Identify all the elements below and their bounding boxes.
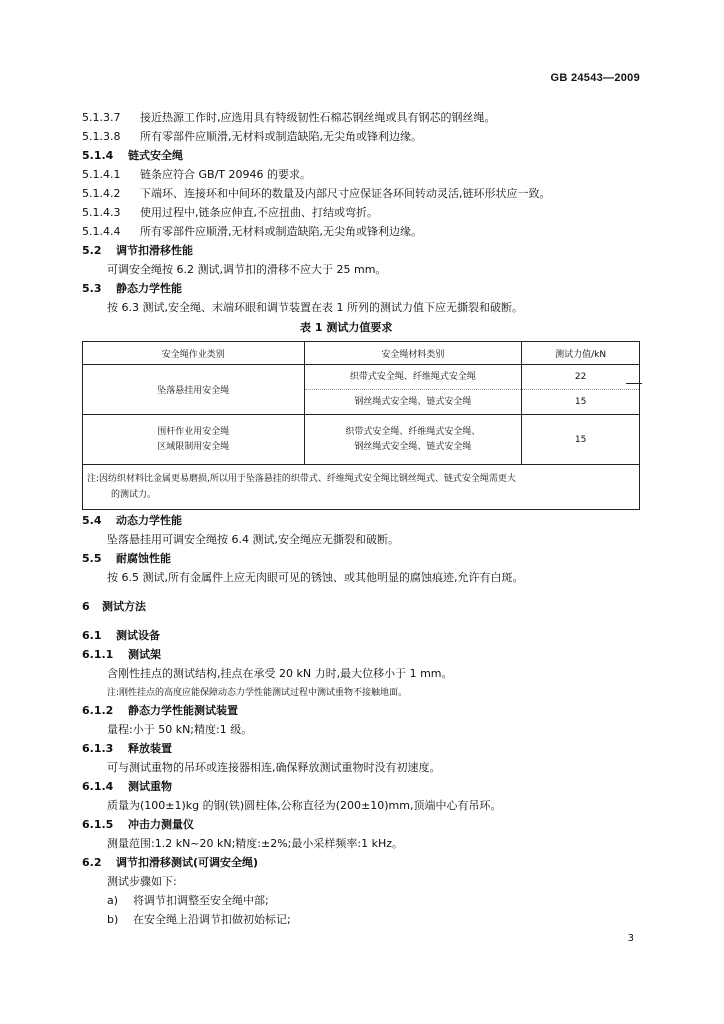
heading-6-1-5: 6.1.5 冲击力测量仪 xyxy=(82,818,194,831)
table-edge-mark xyxy=(626,383,642,384)
clause-5-1-3-7: 5.1.3.7 接近热源工作时,应选用具有特级韧性石棉芯钢丝绳或具有钢芯的钢丝绳。 xyxy=(82,111,496,124)
paragraph-6-1-4: 质量为(100±1)kg 的钢(铁)圆柱体,公称直径为(200±10)mm,顶端中心有吊环。 xyxy=(107,799,502,812)
table-header-cell: 安全绳作业类别 xyxy=(83,342,305,365)
heading-5-2: 5.2 调节扣滑移性能 xyxy=(82,244,193,257)
heading-6-1-1: 6.1.1 测试架 xyxy=(82,648,161,661)
table-row xyxy=(83,415,640,465)
table-header-cell: 安全绳材料类别 xyxy=(304,342,522,365)
heading-6-1-2: 6.1.2 静态力学性能测试装置 xyxy=(82,704,238,717)
force-cell: 15 xyxy=(522,415,640,465)
category-cell: 坠落悬挂用安全绳 xyxy=(83,365,305,415)
heading-5-5: 5.5 耐腐蚀性能 xyxy=(82,552,171,565)
heading-6-1-4: 6.1.4 测试重物 xyxy=(82,780,172,793)
step-b: b) 在安全绳上沿调节扣做初始标记; xyxy=(107,913,291,926)
table-header-row xyxy=(83,342,640,365)
paragraph-5-4: 坠落悬挂用可调安全绳按 6.4 测试,安全绳应无撕裂和破断。 xyxy=(107,533,399,546)
heading-6-2: 6.2 调节扣滑移测试(可调安全绳) xyxy=(82,856,259,869)
clause-5-1-4-3: 5.1.4.3 使用过程中,链条应伸直,不应扭曲、打结或弯折。 xyxy=(82,206,378,219)
standard-number: GB 24543—2009 xyxy=(550,72,640,84)
material-cell: 织带式安全绳、纤维绳式安全绳、 钢丝绳式安全绳、链式安全绳 xyxy=(304,415,522,465)
paragraph-6-1-5: 测量范围:1.2 kN~20 kN;精度:±2%;最小采样频率:1 kHz。 xyxy=(107,837,404,850)
paragraph-6-1-1: 含刚性挂点的测试结构,挂点在承受 20 kN 力时,最大位移小于 1 mm。 xyxy=(107,667,453,680)
table-row xyxy=(83,365,640,415)
force-cell: 22 15 xyxy=(522,365,640,415)
heading-6-1-3: 6.1.3 释放装置 xyxy=(82,742,172,755)
clause-5-1-3-8: 5.1.3.8 所有零部件应顺滑,无材料或制造缺陷,无尖角或锋利边缘。 xyxy=(82,130,422,143)
heading-6: 6 测试方法 xyxy=(82,600,146,613)
step-a: a) 将调节扣调整至安全绳中部; xyxy=(107,894,269,907)
heading-5-3: 5.3 静态力学性能 xyxy=(82,282,182,295)
table-header-cell: 测试力值/kN xyxy=(522,342,640,365)
table-note-row xyxy=(83,465,640,510)
clause-5-1-4-1: 5.1.4.1 链条应符合 GB/T 20946 的要求。 xyxy=(82,168,311,181)
paragraph-5-2: 可调安全绳按 6.2 测试,调节扣的滑移不应大于 25 mm。 xyxy=(107,263,387,276)
heading-5-1-4: 5.1.4 链式安全绳 xyxy=(82,149,183,162)
heading-5-4: 5.4 动态力学性能 xyxy=(82,514,182,527)
heading-6-1: 6.1 测试设备 xyxy=(82,629,160,642)
paragraph-6-2: 测试步骤如下: xyxy=(107,875,177,888)
clause-5-1-4-4: 5.1.4.4 所有零部件应顺滑,无材料或制造缺陷,无尖角或锋利边缘。 xyxy=(82,225,422,238)
note-6-1-1: 注:刚性挂点的高度应能保障动态力学性能测试过程中测试重物不接触地面。 xyxy=(107,688,408,698)
paragraph-5-5: 按 6.5 测试,所有金属件上应无肉眼可见的锈蚀、或其他明显的腐蚀痕迹,允许有白斑。 xyxy=(107,571,524,584)
paragraph-6-1-3: 可与测试重物的吊环或连接器相连,确保释放测试重物时没有初速度。 xyxy=(107,761,441,774)
paragraph-5-3: 按 6.3 测试,安全绳、末端环眼和调节装置在表 1 所列的测试力值下应无撕裂和破断。 xyxy=(107,301,523,314)
page-number: 3 xyxy=(627,933,634,944)
table-note: 注:因纺织材料比金属更易磨损,所以用于坠落悬挂的织带式、纤维绳式安全绳比钢丝绳式、链式安全绳需更大 的测试力。 xyxy=(83,465,640,510)
clause-5-1-4-2: 5.1.4.2 下端环、连接环和中间环的数量及内部尺寸应保证各环间转动灵活,链环形状应一致。 xyxy=(82,187,551,200)
table-title: 表 1 测试力值要求 xyxy=(300,321,393,334)
category-cell: 围杆作业用安全绳 区域限制用安全绳 xyxy=(83,415,305,465)
test-force-table xyxy=(82,341,640,510)
material-cell: 织带式安全绳、纤维绳式安全绳 钢丝绳式安全绳、链式安全绳 xyxy=(304,365,522,415)
paragraph-6-1-2: 量程:小于 50 kN;精度:1 级。 xyxy=(107,723,253,736)
